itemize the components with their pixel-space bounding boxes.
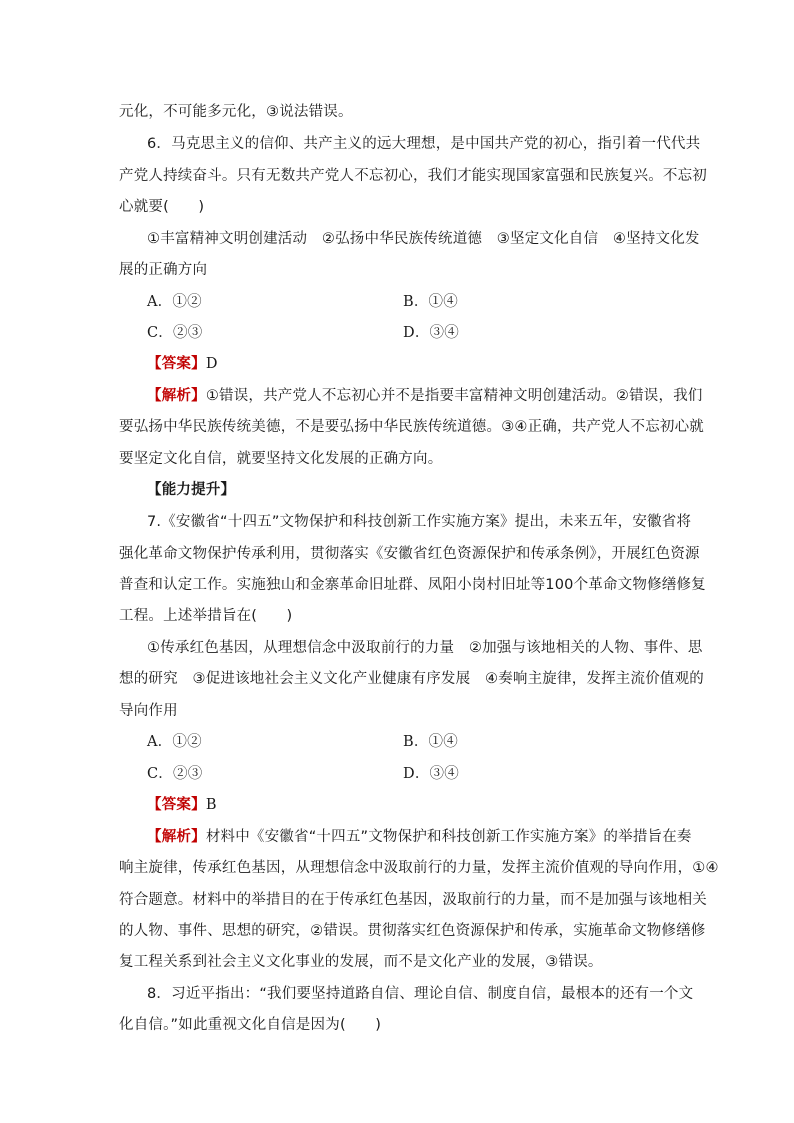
option-a: A．①② bbox=[147, 294, 202, 310]
text-line: 响主旋律，传承红色基因，从理想信念中汲取前行的力量，发挥主流价值观的导向作用，①④ bbox=[119, 860, 719, 876]
text-line: 工程。上述举措旨在( ) bbox=[119, 608, 293, 624]
question-7-statements: ①传承红色基因，从理想信念中汲取前行的力量 ②加强与该地相关的人物、事件、思 bbox=[147, 640, 703, 656]
analysis-tag: 【解析】 bbox=[147, 829, 206, 845]
question-7-stem: 7.《安徽省“十四五”文物保护和科技创新工作实施方案》提出，未来五年，安徽省将 bbox=[147, 514, 692, 530]
text-line: 导向作用 bbox=[119, 703, 178, 719]
analysis-line-7 bbox=[147, 827, 692, 847]
analysis-tag: 【解析】 bbox=[147, 388, 206, 404]
text-line: 符合题意。材料中的举措目的在于传承红色基因，汲取前行的力量，而不是加强与该地相关 bbox=[119, 892, 707, 908]
answer-line-6 bbox=[147, 354, 218, 374]
text-line: 想的研究 ③促进该地社会主义文化产业健康有序发展 ④奏响主旋律，发挥主流价值观的 bbox=[119, 671, 704, 687]
answer-tag: 【答案】 bbox=[147, 356, 206, 372]
text-line: 要弘扬中华民族传统美德，不是要弘扬中华民族传统道德。③④正确，共产党人不忘初心就 bbox=[119, 419, 704, 435]
option-c: C．②③ bbox=[147, 766, 203, 782]
answer-value: D bbox=[205, 356, 218, 372]
analysis-line-6 bbox=[147, 386, 703, 406]
option-a: A．①② bbox=[147, 734, 202, 750]
text-line: 的人物、事件、思想的研究，②错误。贯彻落实红色资源保护和传承，实施革命文物修缮修 bbox=[119, 923, 706, 939]
analysis-text: 材料中《安徽省“十四五”文物保护和科技创新工作实施方案》的举措旨在奏 bbox=[205, 829, 692, 845]
option-c: C．②③ bbox=[147, 325, 203, 341]
text-line: 普查和认定工作。实施独山和金寨革命旧址群、凤阳小岗村旧址等100个革命文物修缮修复 bbox=[119, 577, 706, 593]
question-6-stem: 6．马克思主义的信仰、共产主义的远大理想，是中国共产党的初心，指引着一代代共 bbox=[147, 136, 701, 152]
option-d: D．③④ bbox=[403, 325, 459, 341]
analysis-text: ①错误，共产党人不忘初心并不是指要丰富精神文明创建活动。②错误，我们 bbox=[205, 388, 703, 404]
answer-tag: 【答案】 bbox=[147, 797, 206, 813]
option-b: B．①④ bbox=[403, 734, 458, 750]
option-b: B．①④ bbox=[403, 294, 458, 310]
text-line: 展的正确方向 bbox=[119, 262, 208, 278]
ability-tag: 【能力提升】 bbox=[147, 482, 236, 498]
text-line: 强化革命文物保护传承利用，贯彻落实《安徽省红色资源保护和传承条例》，开展红色资源 bbox=[119, 546, 700, 562]
text-line: 化自信。”如此重视文化自信是因为( ) bbox=[119, 1017, 382, 1033]
answer-value: B bbox=[205, 797, 217, 813]
answer-line-7 bbox=[147, 795, 217, 815]
text-line: 产党人持续奋斗。只有无数共产党人不忘初心，我们才能实现国家富强和民族复兴。不忘初 bbox=[119, 168, 707, 184]
option-d: D．③④ bbox=[403, 766, 459, 782]
text-line: 要坚定文化自信，就要坚持文化发展的正确方向。 bbox=[119, 451, 443, 467]
text-line: 元化，不可能多元化，③说法错误。 bbox=[119, 104, 353, 120]
ability-heading bbox=[147, 480, 235, 500]
text-line: 心就要( ) bbox=[119, 199, 205, 215]
question-8-stem: 8．习近平指出：“我们要坚持道路自信、理论自信、制度自信，最根本的还有一个文 bbox=[147, 986, 694, 1002]
question-6-statements: ①丰富精神文明创建活动 ②弘扬中华民族传统道德 ③坚定文化自信 ④坚持文化发 bbox=[147, 231, 700, 247]
text-line: 复工程关系到社会主义文化事业的发展，而不是文化产业的发展，③错误。 bbox=[119, 954, 603, 970]
